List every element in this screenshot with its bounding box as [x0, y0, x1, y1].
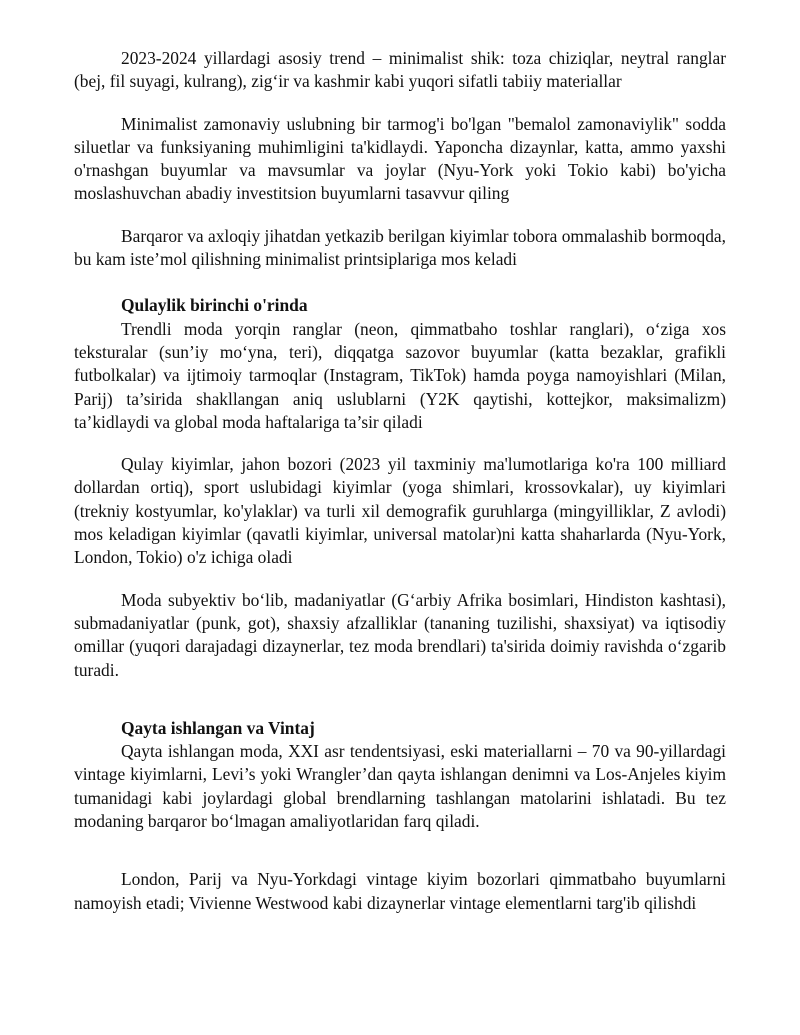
- section-heading-vintage: Qayta ishlangan va Vintaj: [121, 717, 315, 738]
- paragraph-fashion-subjective: Moda subyektiv bo‘lib, madaniyatlar (G‘arbiy Afrika bosimlari, Hindiston kashtasi), submadaniyatlar (punk, got), shaxsiy afzalliklar (tananing tuzilishi, shaxsiyat) va iqtisodiy omillar (yuqori darajadagi dizaynerlar, tez moda brendlari) ta'sirida doimiy ravishda o‘zgarib turadi.: [74, 589, 726, 680]
- paragraph-upcycled-fashion: Qayta ishlangan moda, XXI asr tendentsiyasi, eski materiallarni – 70 va 90-yillardagi vintage kiyimlarni, Levi’s yoki Wrangler’dan qayta ishlangan denimni va Los-Anjeles kiyim tumanidagi kabi joylardagi global brendlarning tashlangan matolarini ishlatadi. Bu tez modaning barqaror bo‘lmagan amaliyotlaridan farq qiladi.: [74, 741, 726, 832]
- paragraph-trendy-fashion: Trendli moda yorqin ranglar (neon, qimmatbaho toshlar ranglari), o‘ziga xos teksturalar (sun’iy mo‘yna, teri), diqqatga sazovor buyumlar (katta bezaklar, grafikli futbolkalar) va ijtimoiy tarmoqlar (Instagram, TikTok) hamda poyga namoyishlari (Milan, Parij) ta’sirida shakllangan aniq uslublarni (Y2K qaytishi, kottejkor, maksimalizm) ta’kidlaydi va global moda haftalariga ta’sir qiladi: [74, 318, 726, 432]
- paragraph-comfortable-clothing: Qulay kiyimlar, jahon bozori (2023 yil taxminiy ma'lumotlariga ko'ra 100 milliard dollardan ortiq), sport uslubidagi kiyimlar (yoga shimlari, krossovkalar), uy kiyimlari (trekniy kostyumlar, ko'ylaklar) va turli xil demografik guruhlarga (mingyilliklar, Z avlodi) mos keladigan kiyimlar (qavatli kiyimlar, universal matolar)ni katta shaharlarda (Nyu-York, London, Tokio) o'z ichiga oladi: [74, 454, 726, 568]
- section-heading-comfort: Qulaylik birinchi o'rinda: [121, 295, 308, 316]
- paragraph-minimalist-trend: 2023-2024 yillardagi asosiy trend – minimalist shik: toza chiziqlar, neytral ranglar (bej, fil suyagi, kulrang), zig‘ir va kashmir kabi yuqori sifatli tabiiy materiallar: [74, 48, 726, 92]
- paragraph-sustainable-clothing: Barqaror va axloqiy jihatdan yetkazib berilgan kiyimlar tobora ommalashib bormoqda, bu kam iste’mol qilishning minimalist printsiplariga mos keladi: [74, 225, 726, 270]
- paragraph-vintage-markets: London, Parij va Nyu-Yorkdagi vintage kiyim bozorlari qimmatbaho buyumlarni namoyish etadi; Vivienne Westwood kabi dizaynerlar vintage elementlarni targ'ib qilishdi: [74, 869, 726, 913]
- paragraph-effortless-modern: Minimalist zamonaviy uslubning bir tarmog'i bo'lgan "bemalol zamonaviylik" sodda siluetlar va funksiyaning muhimligini ta'kidlaydi. Yaponcha dizaynlar, katta, ammo yaxshi o'rnashgan buyumlar va mavsumlar va joylar (Nyu-York yoki Tokio kabi) bo'yicha moslashuvchan abadiy investitsion buyumlarni tasavvur qiling: [74, 113, 726, 204]
